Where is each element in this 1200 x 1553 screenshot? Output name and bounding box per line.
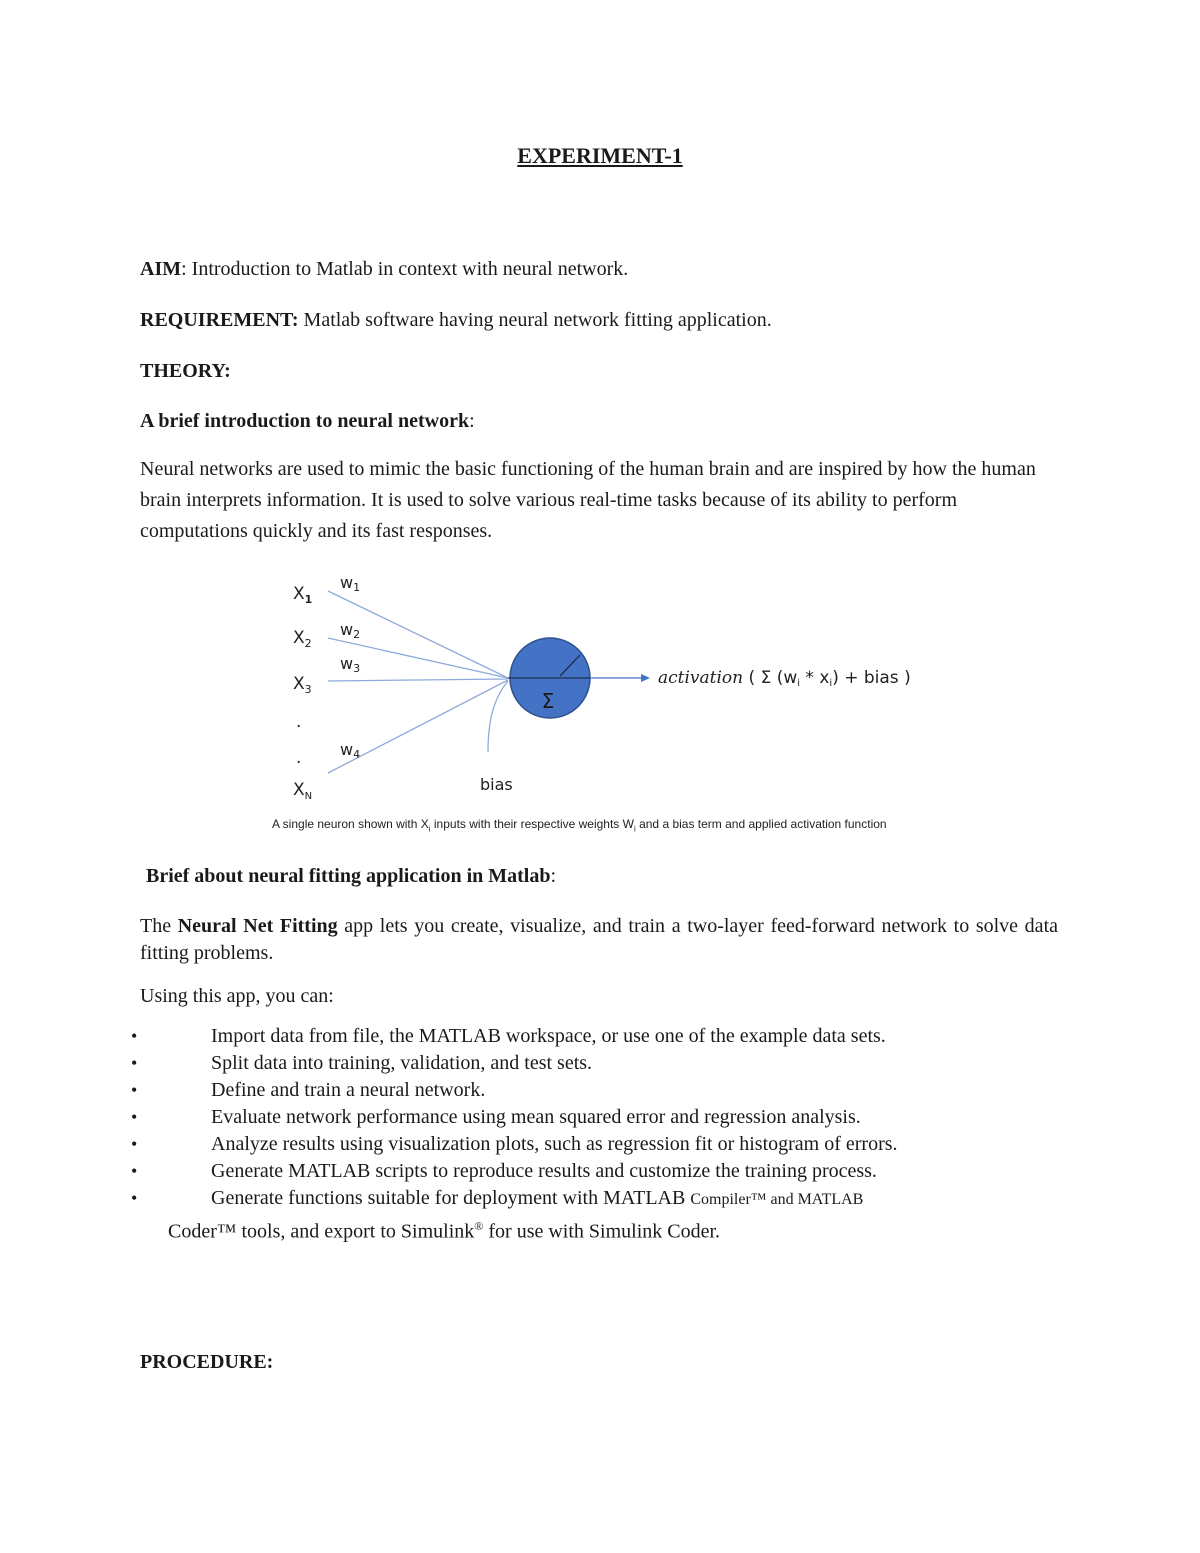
- requirement-label: REQUIREMENT:: [140, 309, 299, 331]
- intro-heading-colon: :: [469, 410, 475, 432]
- input-ellipsis-1: .: [296, 712, 302, 732]
- intro-paragraph: Neural networks are used to mimic the basic functioning of the human brain and are inspired by how the human brain interprets information. It is used to solve various real-time tasks because of its ability to perform computations quickly and its fast responses.: [140, 458, 1036, 542]
- aim-label: AIM: [140, 258, 182, 280]
- list-item: • Generate functions suitable for deployment with MATLAB Compiler™ and MATLAB: [131, 1187, 864, 1209]
- weight-label-w1: w1: [340, 573, 361, 594]
- weight-label-w4: w4: [340, 740, 361, 761]
- weight-label-w3: w3: [340, 654, 361, 675]
- intro-heading: A brief introduction to neural network: [140, 410, 470, 432]
- fitting-paragraph: The Neural Net Fitting app lets you create, visualize, and train a two-layer feed-forward network to solve data fitting problems.: [140, 915, 1058, 964]
- theory-label: THEORY:: [140, 360, 231, 382]
- input-line-3: [328, 679, 508, 681]
- neural-net-fitting-bold: Neural Net Fitting: [177, 915, 338, 937]
- figure-caption: A single neuron shown with $X_i$ inputs with their respective weights $W_i$ and a bias term and applied activation function: [272, 817, 887, 834]
- aim-text: : Introduction to Matlab in context with neural network.: [181, 258, 629, 280]
- input-label-xn: $X_N$: [293, 780, 313, 802]
- sigma-symbol: Σ: [541, 689, 555, 713]
- input-ellipsis-2: .: [296, 748, 302, 768]
- requirement-line: [140, 305, 772, 336]
- neuron-diagram: [260, 565, 960, 845]
- input-label-x1: $X_1$: [293, 584, 313, 606]
- fitting-heading-colon: :: [550, 865, 557, 887]
- list-item: • Import data from file, the MATLAB workspace, or use one of the example data sets.: [131, 1025, 886, 1047]
- fitting-heading: Brief about neural fitting application in Matlab: [146, 865, 551, 887]
- activation-formula: activation ( Σ (wi * xi) + bias ): [658, 668, 911, 689]
- fitting-heading-line: [146, 861, 556, 892]
- bias-label: bias: [480, 775, 513, 794]
- input-label-x3: $X_3$: [293, 674, 312, 696]
- list-item: • Analyze results using visualization plots, such as regression fit or histogram of errors.: [131, 1133, 898, 1155]
- list-item: • Evaluate network performance using mean squared error and regression analysis.: [131, 1106, 861, 1128]
- list-item: • Generate MATLAB scripts to reproduce results and customize the training process.: [131, 1160, 877, 1182]
- weight-label-w2: w2: [340, 620, 361, 641]
- page-title: EXPERIMENT-1: [517, 143, 683, 168]
- output-arrowhead: [641, 674, 650, 682]
- bias-line: [488, 681, 508, 752]
- requirement-text: Matlab software having neural network fitting application.: [298, 309, 772, 331]
- input-label-x2: $X_2$: [293, 628, 312, 650]
- feature-list: [0, 1023, 1200, 1213]
- procedure-label: PROCEDURE:: [140, 1351, 274, 1373]
- intro-heading-line: [140, 406, 475, 437]
- using-app-line: Using this app, you can:: [140, 985, 334, 1007]
- aim-line: [140, 254, 628, 285]
- list-item: • Split data into training, validation, and test sets.: [131, 1052, 593, 1074]
- list-item: • Define and train a neural network.: [131, 1079, 486, 1101]
- list-item-continuation: Coder™ tools, and export to Simulink® for use with Simulink Coder.: [168, 1219, 721, 1243]
